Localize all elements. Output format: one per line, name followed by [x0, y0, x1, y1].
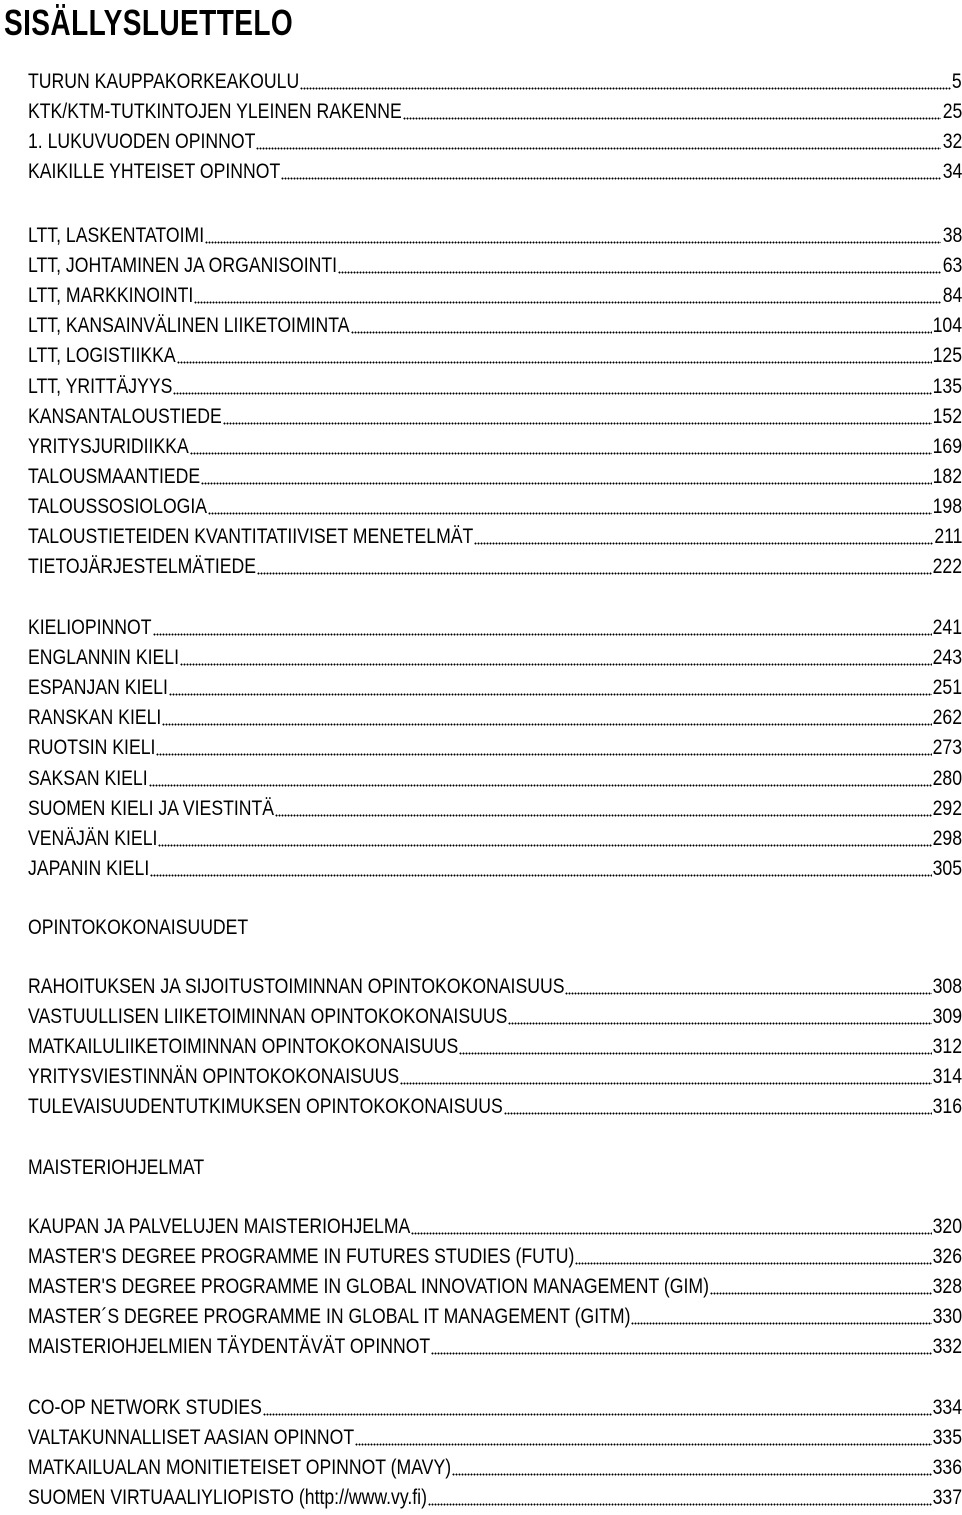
toc-entry-page-number: 336: [932, 1456, 962, 1479]
toc-entry[interactable]: [28, 855, 962, 881]
toc-entry[interactable]: [28, 158, 962, 184]
toc-entry-title: RUOTSIN KIELI: [28, 736, 156, 759]
toc-entry[interactable]: [28, 614, 962, 640]
toc-entry-title: VALTAKUNNALLISET AASIAN OPINNOT: [28, 1426, 355, 1449]
toc-entry-page-number: 135: [932, 375, 962, 398]
toc-entry-page-number: 169: [932, 435, 962, 458]
toc-entry[interactable]: [28, 825, 962, 851]
toc-entry-page-number: 198: [932, 495, 962, 518]
dot-leader: [256, 146, 941, 150]
dot-leader: [208, 511, 931, 515]
toc-entry-title: KANSANTALOUSTIEDE: [28, 405, 222, 428]
toc-entry-page-number: 292: [932, 797, 962, 820]
toc-entry-page-number: 320: [932, 1215, 962, 1238]
toc-entry-title: CO-OP NETWORK STUDIES: [28, 1396, 262, 1419]
toc-entry-page-number: 305: [932, 857, 962, 880]
toc-entry[interactable]: [28, 128, 962, 154]
toc-entry-page-number: 243: [932, 646, 962, 669]
dot-leader: [411, 1231, 931, 1235]
toc-entry-title: LTT, LOGISTIIKKA: [28, 344, 176, 367]
dot-leader: [201, 481, 931, 485]
toc-entry-title: TIETOJÄRJESTELMÄTIEDE: [28, 555, 257, 578]
dot-leader: [180, 662, 932, 666]
section-heading: MAISTERIOHJELMAT: [28, 1156, 205, 1179]
toc-entry[interactable]: [28, 1333, 962, 1359]
dot-leader: [355, 1442, 931, 1446]
toc-entry-title: MASTER'S DEGREE PROGRAMME IN GLOBAL INNOVATION MANAGEMENT (GIM): [28, 1275, 709, 1298]
toc-entry-title: RAHOITUKSEN JA SIJOITUSTOIMINNAN OPINTOKOKONAISUUS: [28, 975, 565, 998]
toc-entry[interactable]: [28, 1394, 962, 1420]
toc-entry-page-number: 335: [932, 1426, 962, 1449]
toc-entry-page-number: 125: [932, 344, 962, 367]
toc-entry-title: KAUPAN JA PALVELUJEN MAISTERIOHJELMA: [28, 1215, 411, 1238]
toc-entry-title: MAISTERIOHJELMIEN TÄYDENTÄVÄT OPINNOT: [28, 1335, 431, 1358]
dot-leader: [351, 330, 932, 334]
toc-entry-page-number: 308: [932, 975, 962, 998]
toc-entry-title: TURUN KAUPPAKORKEAKOULU: [28, 70, 300, 93]
toc-entry-page-number: 5: [952, 70, 962, 93]
dot-leader: [459, 1051, 931, 1055]
dot-leader: [474, 541, 933, 545]
toc-entry-title: SUOMEN VIRTUAALIYLIOPISTO (http://www.vy.fi): [28, 1486, 427, 1509]
dot-leader: [575, 1261, 931, 1265]
toc-entry[interactable]: [28, 795, 962, 821]
toc-entry[interactable]: [28, 222, 962, 248]
dot-leader: [223, 421, 932, 425]
toc-entry[interactable]: [28, 523, 962, 549]
toc-entry-title: YRITYSVIESTINNÄN OPINTOKOKONAISUUS: [28, 1065, 400, 1088]
dot-leader: [403, 116, 942, 120]
dot-leader: [428, 1502, 932, 1506]
dot-leader: [275, 813, 932, 817]
toc-entry-title: JAPANIN KIELI: [28, 857, 150, 880]
toc-entry[interactable]: [28, 1454, 962, 1480]
toc-entry-page-number: 38: [942, 224, 962, 247]
toc-entry[interactable]: [28, 1243, 962, 1269]
toc-entry-title: LTT, YRITTÄJYYS: [28, 375, 173, 398]
toc-entry[interactable]: [28, 704, 962, 730]
toc-entry[interactable]: [28, 342, 962, 368]
toc-entry-page-number: 328: [932, 1275, 962, 1298]
toc-entry-page-number: 182: [932, 465, 962, 488]
toc-entry-page-number: 273: [932, 736, 962, 759]
section-heading: OPINTOKOKONAISUUDET: [28, 916, 249, 939]
toc-entry-page-number: 332: [932, 1335, 962, 1358]
toc-entry-title: YRITYSJURIDIIKKA: [28, 435, 189, 458]
toc-entry[interactable]: [28, 98, 962, 124]
toc-entry-page-number: 309: [932, 1005, 962, 1028]
toc-entry-page-number: 280: [932, 767, 962, 790]
toc-entry[interactable]: [28, 674, 962, 700]
dot-leader: [158, 843, 931, 847]
toc-entry-page-number: 312: [932, 1035, 962, 1058]
toc-entry[interactable]: [28, 433, 962, 459]
page-title: SISÄLLYSLUETTELO: [4, 2, 294, 43]
toc-entry-title: KTK/KTM-TUTKINTOJEN YLEINEN RAKENNE: [28, 100, 402, 123]
toc-entry-title: SAKSAN KIELI: [28, 767, 148, 790]
toc-entry-title: TALOUSMAANTIEDE: [28, 465, 201, 488]
dot-leader: [149, 783, 932, 787]
toc-entry-page-number: 298: [932, 827, 962, 850]
toc-entry[interactable]: [28, 1033, 962, 1059]
toc-entry-page-number: 84: [942, 284, 962, 307]
dot-leader: [153, 632, 932, 636]
toc-entry[interactable]: [28, 403, 962, 429]
toc-entry[interactable]: [28, 1093, 962, 1119]
toc-entry-page-number: 211: [933, 525, 962, 548]
dot-leader: [177, 360, 932, 364]
toc-entry[interactable]: [28, 252, 962, 278]
toc-entry-title: MATKAILUALAN MONITIETEISET OPINNOT (MAVY): [28, 1456, 452, 1479]
dot-leader: [504, 1111, 932, 1115]
dot-leader: [338, 270, 941, 274]
toc-entry-title: LTT, JOHTAMINEN JA ORGANISOINTI: [28, 254, 338, 277]
toc-entry-page-number: 25: [942, 100, 962, 123]
dot-leader: [631, 1321, 931, 1325]
toc-entry-page-number: 241: [932, 616, 962, 639]
toc-entry[interactable]: [28, 1273, 962, 1299]
dot-leader: [169, 692, 932, 696]
dot-leader: [263, 1412, 932, 1416]
dot-leader: [156, 752, 931, 756]
toc-entry-page-number: 334: [932, 1396, 962, 1419]
dot-leader: [431, 1351, 931, 1355]
dot-leader: [257, 571, 931, 575]
toc-entry-title: VASTUULLISEN LIIKETOIMINNAN OPINTOKOKONAISUUS: [28, 1005, 508, 1028]
toc-entry[interactable]: [28, 1003, 962, 1029]
toc-entry[interactable]: [28, 1213, 962, 1239]
toc-entry-page-number: 251: [932, 676, 962, 699]
toc-entry-title: SUOMEN KIELI JA VIESTINTÄ: [28, 797, 275, 820]
dot-leader: [452, 1472, 931, 1476]
toc-entry-page-number: 330: [932, 1305, 962, 1328]
toc-entry-title: VENÄJÄN KIELI: [28, 827, 158, 850]
toc-entry[interactable]: [28, 312, 962, 338]
toc-entry[interactable]: [28, 1063, 962, 1089]
toc-entry[interactable]: [28, 553, 962, 579]
toc-entry-title: KIELIOPINNOT: [28, 616, 152, 639]
dot-leader: [710, 1291, 932, 1295]
toc-entry-title: MASTER'S DEGREE PROGRAMME IN FUTURES STUDIES (FUTU): [28, 1245, 575, 1268]
toc-entry-page-number: 314: [932, 1065, 962, 1088]
dot-leader: [205, 240, 941, 244]
dot-leader: [400, 1081, 931, 1085]
toc-entry[interactable]: [28, 493, 962, 519]
toc-entry[interactable]: [28, 373, 962, 399]
toc-entry-page-number: 262: [932, 706, 962, 729]
dot-leader: [150, 873, 931, 877]
toc-entry[interactable]: [28, 973, 962, 999]
dot-leader: [508, 1021, 931, 1025]
dot-leader: [190, 451, 932, 455]
toc-entry-title: TALOUSTIETEIDEN KVANTITATIIVISET MENETELMÄT: [28, 525, 474, 548]
toc-entry[interactable]: [28, 68, 962, 94]
toc-entry-title: MASTER´S DEGREE PROGRAMME IN GLOBAL IT MANAGEMENT (GITM): [28, 1305, 631, 1328]
toc-entry-page-number: 337: [932, 1486, 962, 1509]
toc-entry[interactable]: [28, 1424, 962, 1450]
toc-entry[interactable]: [28, 282, 962, 308]
dot-leader: [194, 300, 941, 304]
toc-entry-title: TULEVAISUUDENTUTKIMUKSEN OPINTOKOKONAISUUS: [28, 1095, 503, 1118]
toc-entry-title: RANSKAN KIELI: [28, 706, 162, 729]
toc-entry[interactable]: [28, 765, 962, 791]
toc-entry-page-number: 63: [942, 254, 962, 277]
toc-entry-page-number: 32: [942, 130, 962, 153]
toc-entry-title: 1. LUKUVUODEN OPINNOT: [28, 130, 256, 153]
toc-entry-title: LTT, LASKENTATOIMI: [28, 224, 205, 247]
dot-leader: [281, 176, 941, 180]
toc-entry-title: KAIKILLE YHTEISET OPINNOT: [28, 160, 281, 183]
toc-entry-title: ENGLANNIN KIELI: [28, 646, 179, 669]
dot-leader: [162, 722, 931, 726]
dot-leader: [173, 391, 931, 395]
toc-entry-title: ESPANJAN KIELI: [28, 676, 168, 699]
toc-entry-page-number: 326: [932, 1245, 962, 1268]
toc-entry-title: MATKAILULIIKETOIMINNAN OPINTOKOKONAISUUS: [28, 1035, 459, 1058]
toc-entry-title: LTT, KANSAINVÄLINEN LIIKETOIMINTA: [28, 314, 350, 337]
toc-entry-title: LTT, MARKKINOINTI: [28, 284, 194, 307]
toc-entry[interactable]: [28, 734, 962, 760]
toc-entry-page-number: 152: [932, 405, 962, 428]
toc-entry[interactable]: [28, 1484, 962, 1510]
toc-entry-page-number: 34: [942, 160, 962, 183]
toc-entry-page-number: 104: [932, 314, 962, 337]
dot-leader: [565, 991, 931, 995]
toc-entry[interactable]: [28, 644, 962, 670]
toc-entry-page-number: 222: [932, 555, 962, 578]
toc-entry[interactable]: [28, 1303, 962, 1329]
dot-leader: [300, 86, 951, 90]
toc-entry[interactable]: [28, 463, 962, 489]
toc-entry-page-number: 316: [932, 1095, 962, 1118]
toc-entry-title: TALOUSSOSIOLOGIA: [28, 495, 208, 518]
